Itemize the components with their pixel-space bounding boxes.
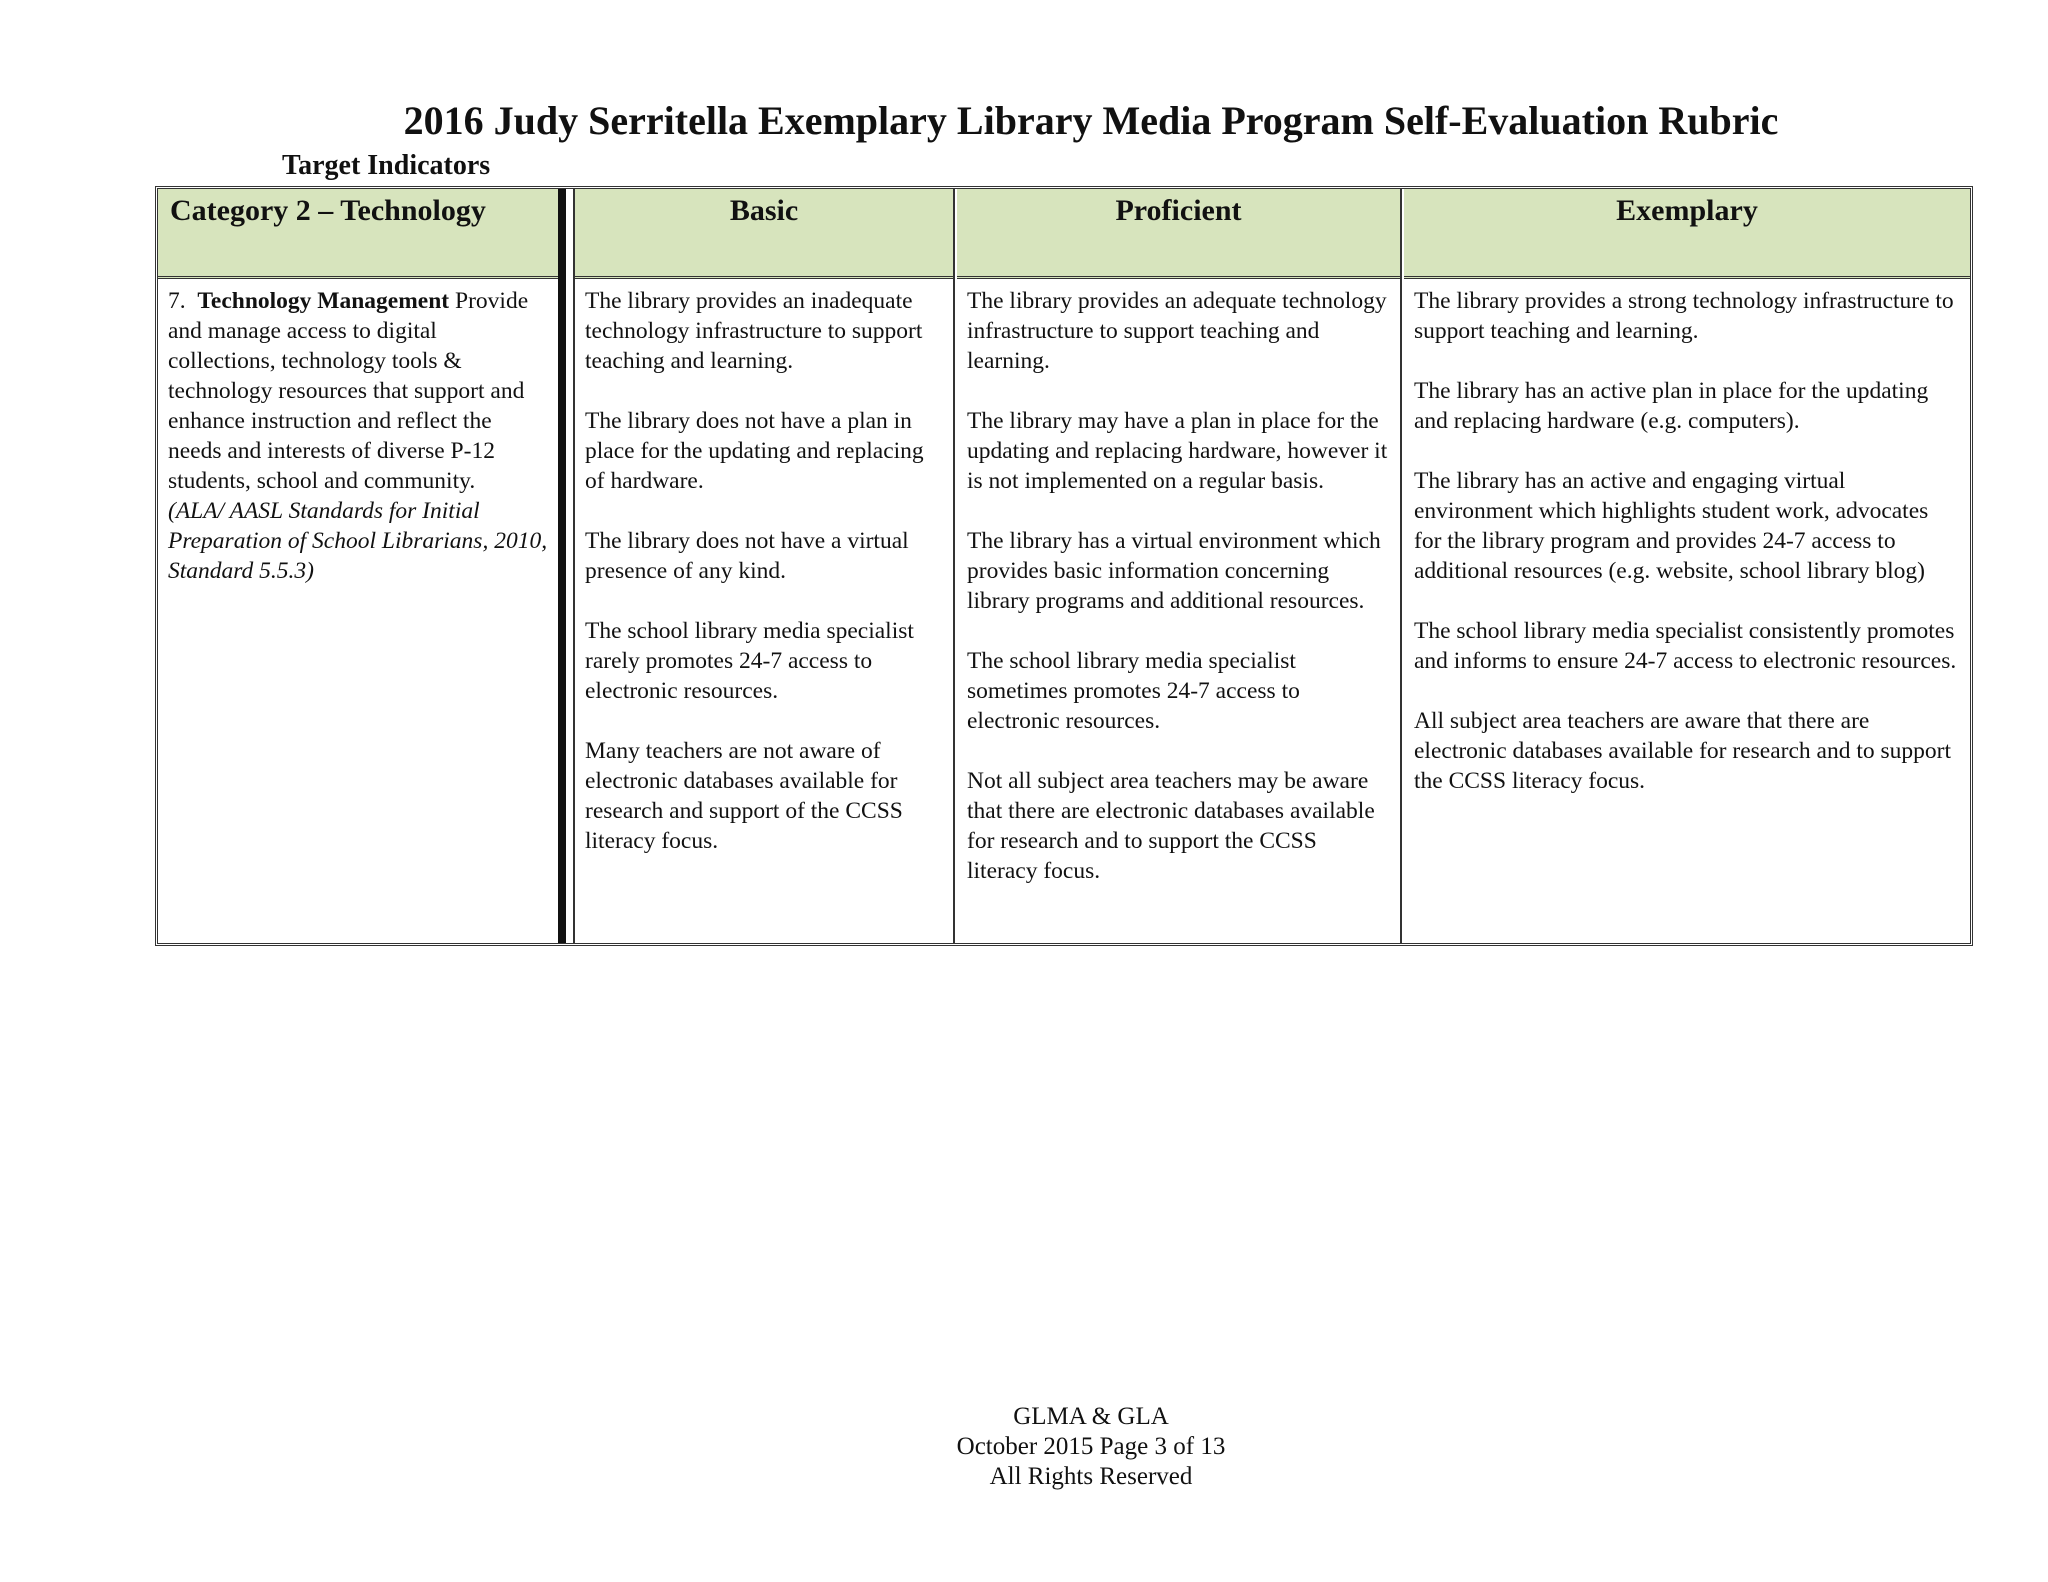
basic-cell [575,282,953,856]
exemplary-descriptor: The school library media specialist consistently promotes and informs to ensure 24-7 access to electronic resources. [1414,618,1957,674]
exemplary-descriptor: The library provides a strong technology infrastructure to support teaching and learning. [1414,288,1954,344]
header-proficient: Proficient [957,189,1400,279]
basic-descriptor: The library does not have a plan in place for the updating and replacing of hardware. [585,408,924,494]
proficient-descriptor: The library may have a plan in place for the updating and replacing hardware, however it is not implemented on a regular basis. [967,408,1388,494]
page-title: 2016 Judy Serritella Exemplary Library Media Program Self-Evaluation Rubric [403,98,1779,143]
exemplary-cell [1404,282,1970,796]
proficient-column [957,189,1402,943]
header-category: Category 2 – Technology [158,189,558,279]
header-basic: Basic [575,189,953,279]
page-subtitle: Target Indicators [282,150,491,181]
rubric-table [155,186,1973,946]
footer-org: GLMA & GLA [1013,1403,1169,1430]
exemplary-descriptor: The library has an active and engaging virtual environment which highlights student work, advocates for the library program and provides 24-7 access to additional resources (e.g. website, school library blog) [1414,468,1929,584]
header-exemplary: Exemplary [1404,189,1970,279]
proficient-descriptor: Not all subject area teachers may be aware that there are electronic databases available for research and to support the CCSS literacy focus. [967,768,1375,884]
proficient-cell [957,282,1400,886]
indicator-cell [158,282,558,586]
page-footer [0,1402,2048,1492]
proficient-descriptor: The library provides an adequate technology infrastructure to support teaching and learning. [967,288,1387,374]
basic-column [573,189,955,943]
basic-descriptor: The library does not have a virtual presence of any kind. [585,528,909,584]
indicator-description: Provide and manage access to digital collections, technology tools & technology resources that support and enhance instruction and reflect the needs and interests of diverse P-12 students, school and community. [168,288,529,494]
indicator-number: 7. [168,288,186,314]
footer-date-page: October 2015 Page 3 of 13 [956,1433,1226,1460]
proficient-descriptor: The school library media specialist sometimes promotes 24-7 access to electronic resources. [967,648,1300,734]
basic-descriptor: The school library media specialist rarely promotes 24-7 access to electronic resources. [585,618,914,704]
exemplary-descriptor: All subject area teachers are aware that there are electronic databases available for research and to support the CCSS literacy focus. [1414,708,1951,794]
footer-rights: All Rights Reserved [989,1463,1193,1490]
exemplary-column [1404,189,1970,943]
indicator-citation: (ALA/ AASL Standards for Initial Preparation of School Librarians, 2010, Standard 5.5.3) [168,498,548,584]
basic-descriptor: Many teachers are not aware of electronic databases available for research and support of the CCSS literacy focus. [585,738,903,854]
basic-descriptor: The library provides an inadequate technology infrastructure to support teaching and learning. [585,288,923,374]
exemplary-descriptor: The library has an active plan in place for the updating and replacing hardware (e.g. computers). [1414,378,1929,434]
indicator-name: Technology Management [197,288,450,314]
category-column [158,189,566,943]
proficient-descriptor: The library has a virtual environment which provides basic information concerning library programs and additional resources. [967,528,1381,614]
